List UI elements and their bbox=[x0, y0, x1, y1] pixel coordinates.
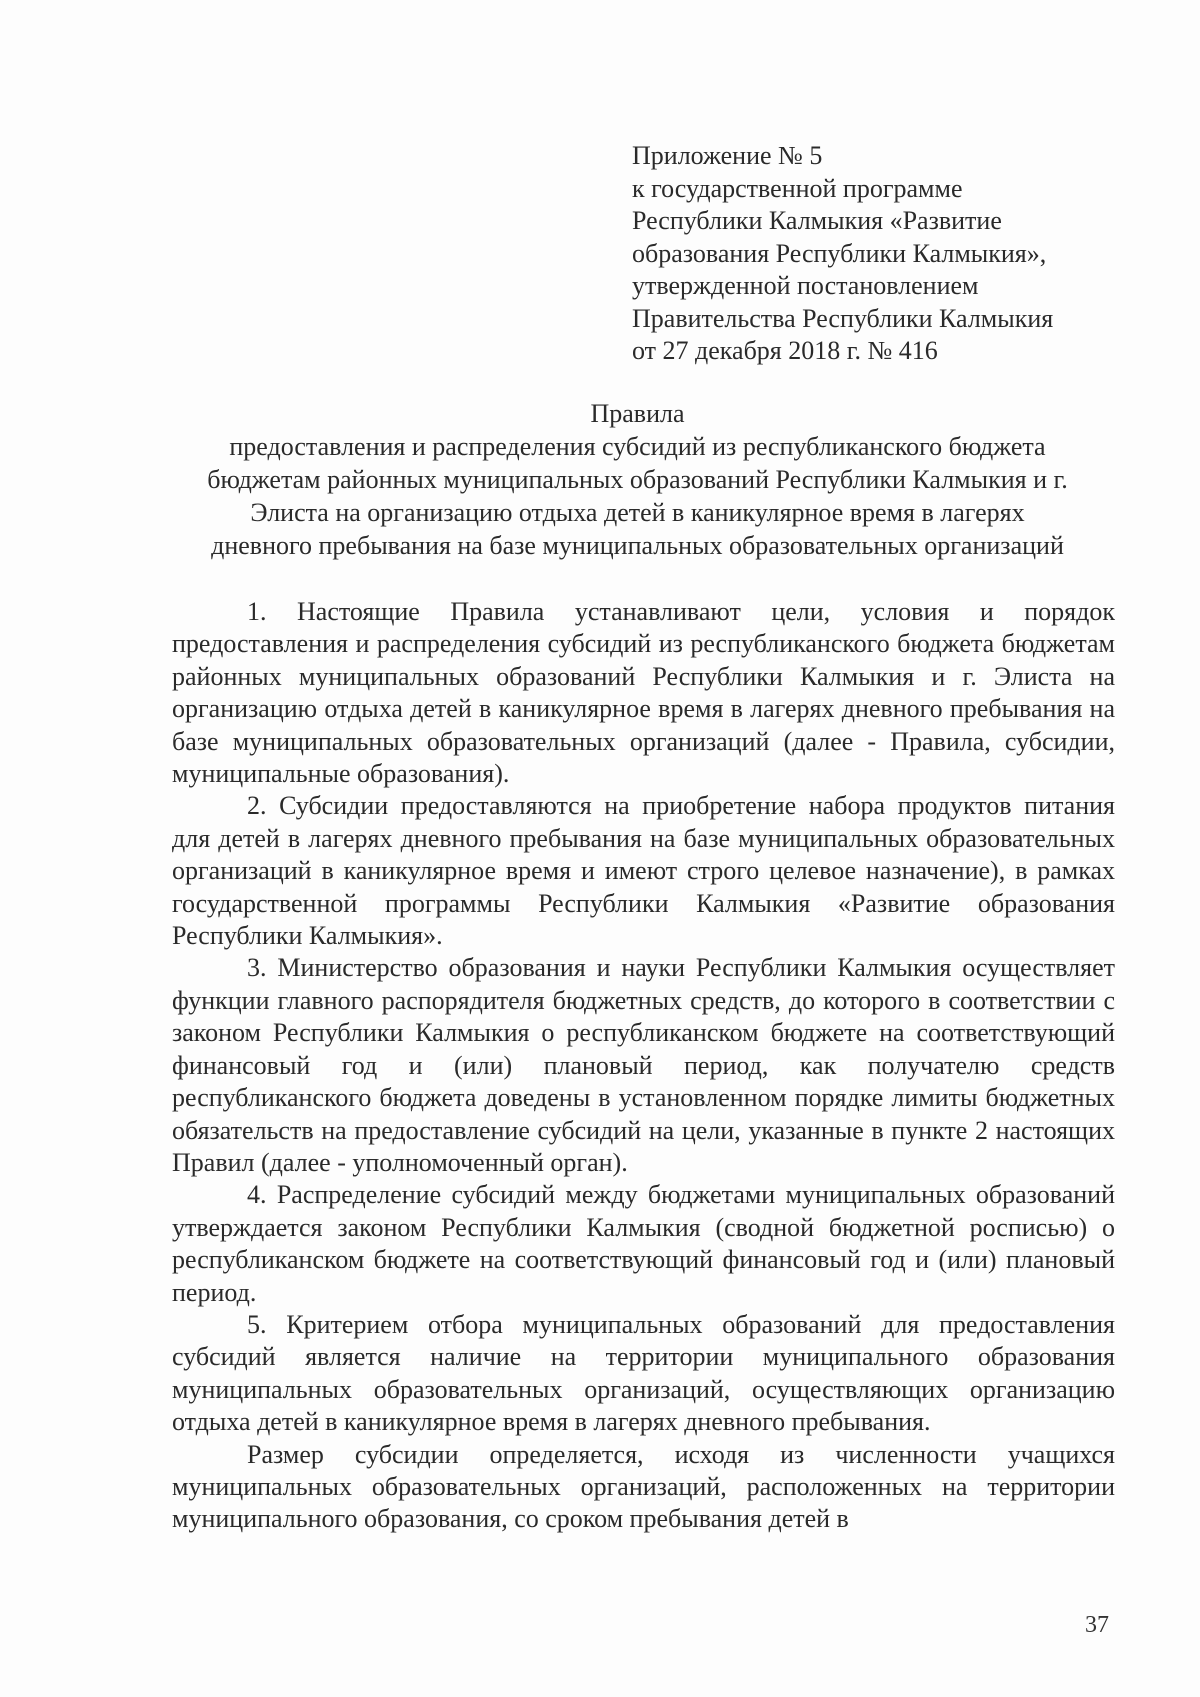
paragraph-3: 3. Министерство образования и науки Республики Калмыкия осуществляет функции главного распорядителя бюджетных средств, до которого в соответствии с законом Республики Калмыкия о республиканском бюджете на соответствующий финансовый год и (или) плановый период, как получателю средств республиканского бюджета доведены в установленном порядке лимиты бюджетных обязательств на предоставление субсидий на цели, указанные в пункте 2 настоящих Правил (далее - уполномоченный орган). bbox=[172, 953, 1115, 1177]
paragraph-1: 1. Настоящие Правила устанавливают цели, условия и порядок предоставления и распределения субсидий из республиканского бюджета бюджетам районных муниципальных образований Республики Калмыкия и г. Элиста на организацию отдыха детей в каникулярное время в лагерях дневного пребывания на базе муниципальных образовательных организаций (далее - Правила, субсидии, муниципальные образования). bbox=[172, 597, 1115, 789]
appendix-line: утвержденной постановлением bbox=[632, 271, 979, 300]
title-line: бюджетам районных муниципальных образований Республики Калмыкия и г. bbox=[207, 465, 1068, 494]
appendix-line: образования Республики Калмыкия», bbox=[632, 238, 1047, 268]
title-line: дневного пребывания на базе муниципальных образовательных организаций bbox=[211, 531, 1064, 560]
title-line: Правила bbox=[590, 399, 685, 428]
paragraph-6: Размер субсидии определяется, исходя из численности учащихся муниципальных образовательных организаций, расположенных на территории муниципального образования, со сроком пребывания детей в bbox=[172, 1439, 1115, 1534]
paragraph-4: 4. Распределение субсидий между бюджетами муниципальных образований утверждается законом Республики Калмыкия (сводной бюджетной росписью) о республиканском бюджете на соответствующий финансовый год и (или) плановый период. bbox=[172, 1180, 1115, 1307]
appendix-line: к государственной программе bbox=[632, 173, 963, 203]
appendix-line: от 27 декабря 2018 г. № 416 bbox=[632, 336, 938, 365]
appendix-line: Приложение № 5 bbox=[632, 141, 823, 170]
page-number: 37 bbox=[1085, 1612, 1109, 1638]
appendix-line: Правительства Республики Калмыкия bbox=[632, 303, 1054, 333]
title-line: предоставления и распределения субсидий из республиканского бюджета bbox=[229, 432, 1046, 461]
paragraph-5: 5. Критерием отбора муниципальных образований для предоставления субсидий является наличие на территории муниципального образования муниципальных образовательных организаций, осуществляющих организацию отдыха детей в каникулярное время в лагерях дневного пребывания. bbox=[172, 1309, 1115, 1437]
document-title bbox=[160, 397, 1115, 562]
appendix-line: Республики Калмыкия «Развитие bbox=[632, 206, 1002, 235]
title-line: Элиста на организацию отдыха детей в каникулярное время в лагерях bbox=[250, 498, 1025, 527]
document-body bbox=[172, 596, 1115, 1536]
appendix-header bbox=[632, 140, 1152, 368]
paragraph-2: 2. Субсидии предоставляются на приобретение набора продуктов питания для детей в лагерях дневного пребывания на базе муниципальных образовательных организаций в каникулярное время и имеют строго целевое назначение), в рамках государственной программы Республики Калмыкия «Развитие образования Республики Калмыкия». bbox=[172, 791, 1115, 951]
